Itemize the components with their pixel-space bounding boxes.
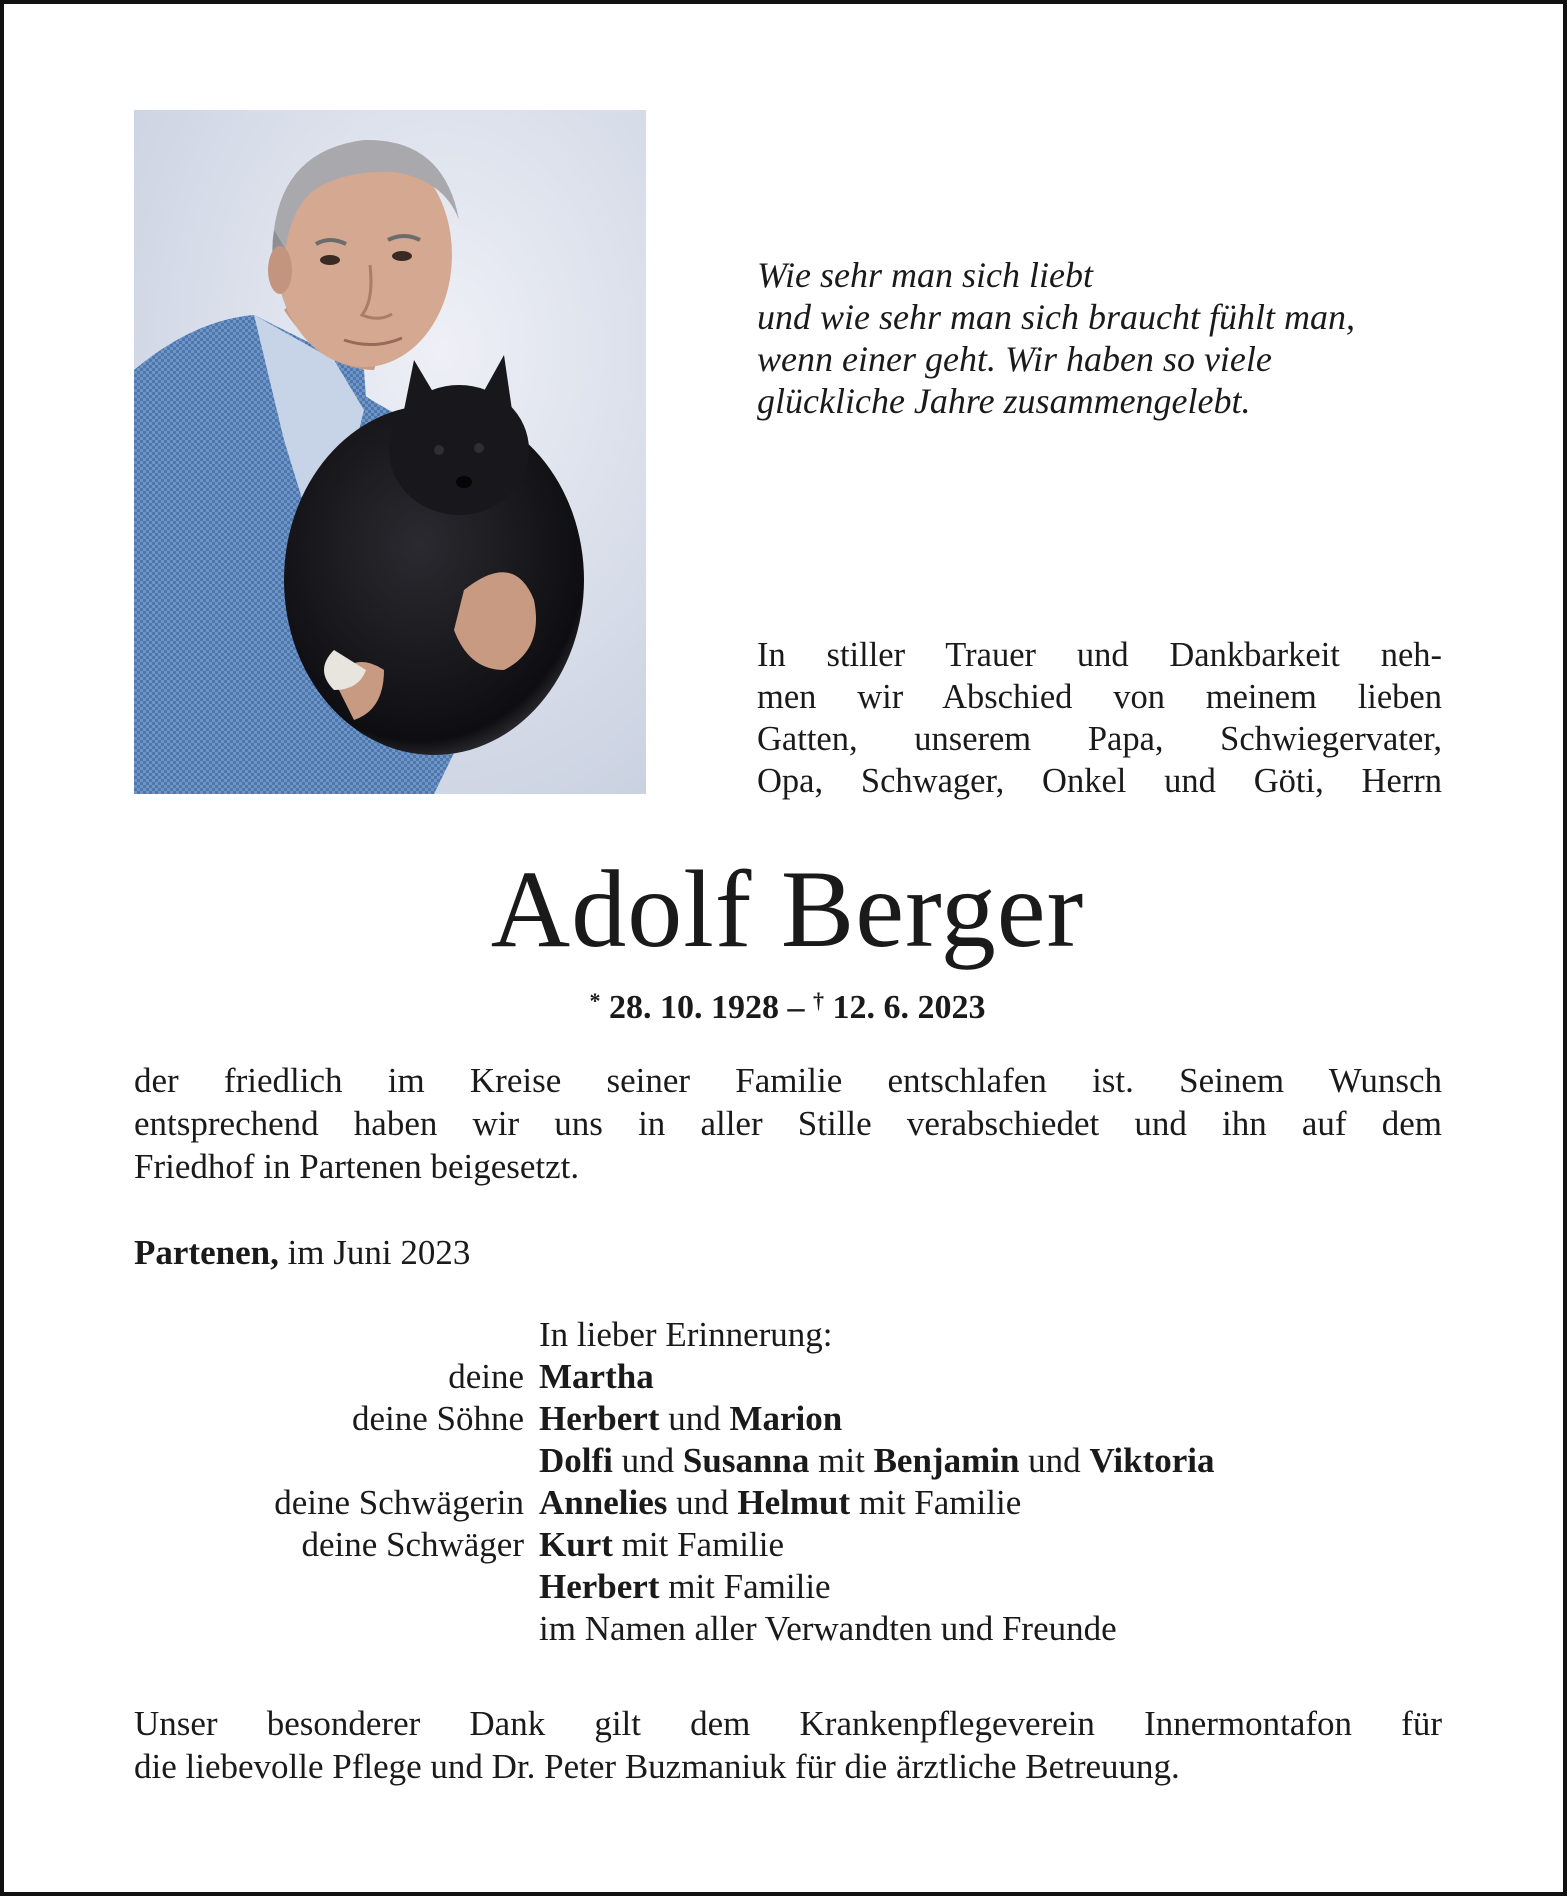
family-member: Helmut	[737, 1483, 851, 1522]
family-heading-row	[134, 1314, 1442, 1356]
family-member: Annelies	[539, 1483, 668, 1522]
conjunction: und	[676, 1483, 729, 1522]
family-member: Benjamin	[873, 1441, 1020, 1480]
with-family-text: mit Familie	[668, 1567, 831, 1606]
death-date: 12. 6. 2023	[832, 989, 986, 1026]
deceased-name: Adolf Berger	[490, 848, 1085, 970]
relation-label: deine	[448, 1357, 524, 1396]
family-member: Susanna	[682, 1441, 810, 1480]
place-date: im Juni 2023	[287, 1233, 471, 1272]
body-line: Friedhof in Partenen beigesetzt.	[134, 1147, 580, 1186]
quote-line: und wie sehr man sich braucht fühlt man,	[757, 297, 1355, 337]
family-member: Herbert	[539, 1567, 660, 1606]
family-member: Kurt	[539, 1525, 613, 1564]
thanks-paragraph	[134, 1702, 1442, 1788]
relation-label: deine Schwäger	[301, 1525, 524, 1564]
quote-line: wenn einer geht. Wir haben so viele	[757, 339, 1272, 379]
family-heading: In lieber Erinnerung:	[539, 1315, 833, 1354]
intro-line: Gatten, unserem Papa, Schwiegervater,	[757, 720, 1442, 758]
place-town: Partenen,	[134, 1233, 279, 1272]
family-closing: im Namen aller Verwandten und Freunde	[539, 1609, 1117, 1648]
intro-line: In stiller Trauer und Dankbarkeit neh-	[757, 636, 1442, 674]
family-row	[134, 1356, 1442, 1398]
with-family-text: mit Familie	[621, 1525, 784, 1564]
announcement-intro	[757, 634, 1442, 802]
memorial-quote	[757, 254, 1457, 422]
relation-label: deine Schwägerin	[274, 1483, 524, 1522]
portrait-illustration	[134, 110, 646, 794]
date-separator: –	[787, 989, 805, 1026]
family-row	[134, 1566, 1442, 1608]
thanks-line: die liebevolle Pflege und Dr. Peter Buzmaniuk für die ärztliche Betreuung.	[134, 1747, 1180, 1786]
conjunction: und	[668, 1399, 721, 1438]
family-member: Marion	[729, 1399, 843, 1438]
family-row	[134, 1524, 1442, 1566]
conjunction: und	[1028, 1441, 1081, 1480]
intro-line: men wir Abschied von meinem lieben	[757, 678, 1442, 716]
burial-paragraph	[134, 1059, 1442, 1188]
conjunction: mit	[818, 1441, 865, 1480]
family-list	[134, 1314, 1442, 1650]
conjunction: und	[621, 1441, 675, 1480]
family-member: Martha	[539, 1357, 654, 1396]
body-line: der friedlich im Kreise seiner Familie entschlafen ist. Seinem Wunsch	[134, 1061, 1442, 1100]
birth-date: 28. 10. 1928	[609, 989, 779, 1026]
death-symbol: †	[813, 988, 824, 1013]
quote-line: Wie sehr man sich liebt	[757, 255, 1093, 295]
family-member: Dolfi	[539, 1441, 613, 1480]
body-line: entsprechend haben wir uns in aller Stille verabschiedet und ihn auf dem	[134, 1104, 1442, 1143]
birth-symbol: *	[589, 988, 601, 1013]
relation-label: deine Söhne	[351, 1399, 524, 1438]
life-dates	[4, 979, 1567, 1030]
family-row	[134, 1440, 1442, 1482]
family-row	[134, 1398, 1442, 1440]
family-member: Viktoria	[1089, 1441, 1215, 1480]
with-family-text: mit Familie	[858, 1483, 1022, 1522]
family-row	[134, 1482, 1442, 1524]
intro-line: Opa, Schwager, Onkel und Göti, Herrn	[757, 762, 1442, 800]
portrait-photo	[134, 110, 646, 794]
family-member: Herbert	[539, 1399, 660, 1438]
place-date-line	[134, 1231, 1442, 1274]
quote-line: glückliche Jahre zusammengelebt.	[757, 381, 1251, 421]
thanks-line: Unser besonderer Dank gilt dem Krankenpflegeverein Innermontafon für	[134, 1704, 1442, 1743]
family-row	[134, 1608, 1442, 1650]
